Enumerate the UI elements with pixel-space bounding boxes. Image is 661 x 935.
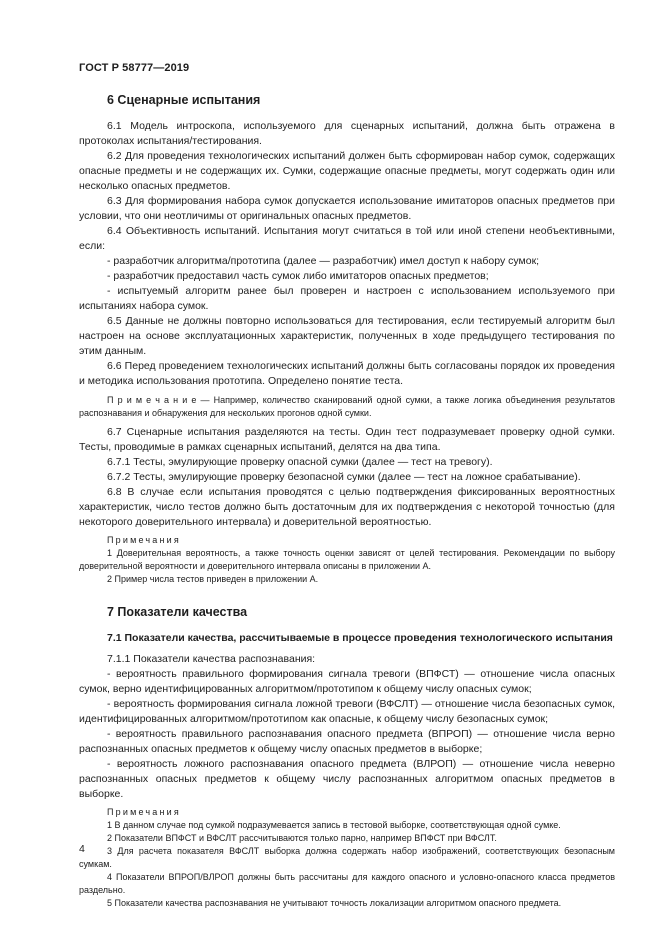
paragraph-7-1-1: 7.1.1 Показатели качества распознавания: [107,653,316,665]
list-item: - разработчик предоставил часть сумок либо имитаторов опасных предметов; [107,270,489,282]
list-item: - вероятность правильного формирования сигнала тревоги (ВПФСТ) — отношение числа опасных сумок, верно идентифицированных алгоритмом/прототипом к общему числу опасных сумок; [79,668,615,695]
section-7-1-title: 7.1 Показатели качества, рассчитываемые в процессе проведения технологического испытания [107,632,613,644]
notes-heading: Примечания [107,535,181,545]
paragraph-6-7: 6.7 Сценарные испытания разделяются на тесты. Один тест подразумевает проверку одной сумки. Тесты, проводимые в рамках сценарных испытаний, делятся на два типа. [79,426,615,453]
paragraph-6-4: 6.4 Объективность испытаний. Испытания могут считаться в той или иной степени необъективными, если: [79,225,615,252]
section-7-title: 7 Показатели качества [107,605,248,619]
paragraph-6-3: 6.3 Для формирования набора сумок допускается использование имитаторов опасных предметов при условии, что они неотличимы от оригинальных опасных предметов. [79,195,615,222]
paragraph-6-2: 6.2 Для проведения технологических испытаний должен быть сформирован набор сумок, содержащих опасные предметы и не содержащих их. Сумки, содержащие опасные предметы, могут содержать один или несколько опасных предметов. [79,150,615,192]
paragraph-6-1: 6.1 Модель интроскопа, используемого для сценарных испытаний, должна быть отражена в протоколах испытания/тестирования. [79,120,615,147]
paragraph-6-6: 6.6 Перед проведением технологических испытаний должны быть согласованы порядок их проведения и методика использования прототипа. Определено понятие теста. [79,360,615,387]
note-item: 2 Пример числа тестов приведен в приложении А. [107,574,319,584]
note-item: 2 Показатели ВПФСТ и ВФСЛТ рассчитываются только парно, например ВПФСТ при ВФСЛТ. [107,833,497,843]
note-item: 4 Показатели ВПРОП/ВЛРОП должны быть рассчитаны для каждого опасного и условно-опасного класса предметов раздельно. [79,872,615,895]
section-6-title: 6 Сценарные испытания [107,93,261,107]
paragraph-6-5: 6.5 Данные не должны повторно использоваться для тестирования, если тестируемый алгоритм был настроен на основе эксплуатационных характеристик, полученных в ходе предыдущего тестирования по этим данным. [79,315,615,357]
list-item: - разработчик алгоритма/прототипа (далее — разработчик) имел доступ к набору сумок; [107,255,540,267]
notes-heading: Примечания [107,807,181,817]
note-item: 1 В данном случае под сумкой подразумевается запись в тестовой выборке, соответствующая одной сумке. [107,820,561,830]
standard-header: ГОСТ Р 58777—2019 [79,62,190,74]
paragraph-6-8: 6.8 В случае если испытания проводятся с целью подтверждения фиксированных вероятностных характеристик, число тестов должно быть достаточным для их подтверждения с некоторой точностью (для некоторого доверительного интервала) и доверительной вероятностью. [79,486,615,528]
page-number: 4 [79,843,85,855]
note-6-6: П р и м е ч а н и е — Например, количество сканирований одной сумки, а также логика объединения результатов распознавания и обнаружения для нескольких прогонов одной сумки. [79,395,615,418]
note-item: 3 Для расчета показателя ВФСЛТ выборка должна содержать набор изображений, соответствующих безопасным сумкам. [79,846,615,869]
note-item: 5 Показатели качества распознавания не учитывают точность локализации алгоритмом опасного предмета. [107,898,562,908]
list-item: - испытуемый алгоритм ранее был проверен и настроен с использованием используемого при испытаниях набора сумок. [79,285,615,312]
page-content [79,92,615,910]
paragraph-6-7-1: 6.7.1 Тесты, эмулирующие проверку опасной сумки (далее — тест на тревогу). [107,456,493,468]
list-item: - вероятность правильного распознавания опасного предмета (ВПРОП) — отношение числа верно распознанных опасных предметов к общему числу опасных предметов в выборке; [79,728,615,755]
note-item: 1 Доверительная вероятность, а также точность оценки зависят от целей тестирования. Рекомендации по выбору доверительной вероятности и доверительного интервала описаны в приложении А. [79,548,615,571]
list-item: - вероятность ложного распознавания опасного предмета (ВЛРОП) — отношение числа неверно распознанных опасных предметов к общему числу распознанных алгоритмом опасных предметов в выборке. [79,758,615,800]
paragraph-6-7-2: 6.7.2 Тесты, эмулирующие проверку безопасной сумки (далее — тест на ложное срабатывание). [107,471,581,483]
list-item: - вероятность формирования сигнала ложной тревоги (ВФСЛТ) — отношение числа безопасных сумок, идентифицированных алгоритмом/прототипом как опасные, к общему числу безопасных сумок; [79,698,615,725]
